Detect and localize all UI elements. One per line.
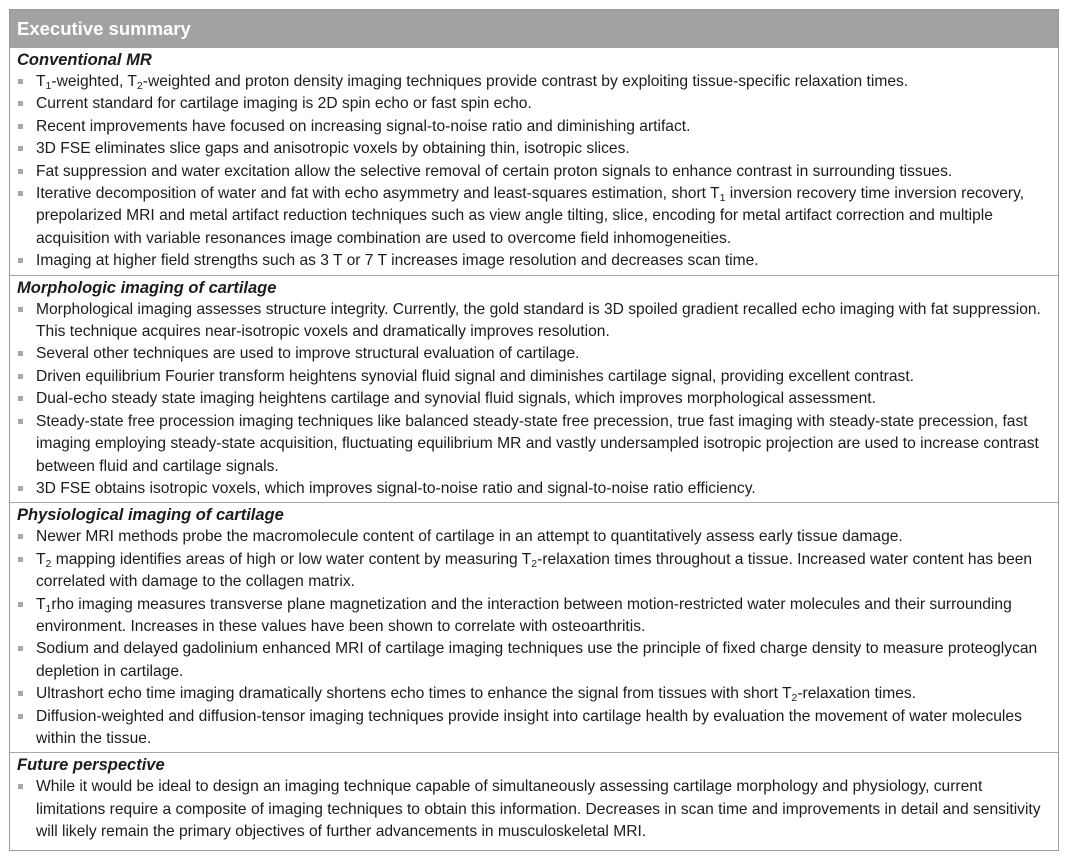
section-title: Physiological imaging of cartilage	[17, 506, 284, 525]
text-run: Diffusion-weighted and diffusion-tensor imaging techniques provide insight into cartilage health by evaluation the movement of water molecules within the tissue.	[36, 707, 1022, 747]
text-run: rho imaging measures transverse plane magnetization and the interaction between motion-restricted water molecules and their surrounding environment. Increases in these values have been shown to correlate with osteoarthritis.	[36, 595, 1012, 635]
section-physiological-imaging-of-cartilage	[10, 502, 1058, 752]
text-run: mapping identifies areas of high or low water content by measuring T	[51, 550, 532, 568]
bullet-item	[17, 343, 1052, 365]
box-header	[10, 10, 1058, 48]
bullet-item	[17, 138, 1052, 160]
section-morphologic-imaging-of-cartilage	[10, 275, 1058, 503]
subscript: 2	[45, 557, 52, 570]
text-run: Fat suppression and water excitation allow the selective removal of certain proton signals to enhance contrast in surrounding tissues.	[36, 162, 953, 180]
text-run: -weighted and proton density imaging techniques provide contrast by exploiting tissue-specific relaxation times.	[142, 73, 909, 90]
bullet-list	[17, 299, 1052, 501]
subscript: 1	[719, 192, 726, 205]
bullet-item	[17, 71, 1052, 93]
section-conventional-mr	[10, 49, 1058, 275]
text-run: T	[36, 595, 46, 613]
text-run: Dual-echo steady state imaging heightens cartilage and synovial fluid signals, which improves morphological assessment.	[36, 390, 876, 408]
text-run: Imaging at higher field strengths such as 3 T or 7 T increases image resolution and decreases scan time.	[36, 252, 759, 270]
bullet-item	[17, 161, 1052, 183]
bullet-item	[17, 549, 1052, 594]
sections-container	[10, 49, 1058, 846]
box-title: Executive summary	[17, 18, 191, 39]
bullet-list	[17, 776, 1052, 843]
text-run: While it would be ideal to design an imaging technique capable of simultaneously assessing cartilage morphology and physiology, current limitations require a composite of imaging techniques to obtain this information. Decreases in scan time and improvements in detail and sensitivity will likely remain the primary objectives of further advancements in musculoskeletal MRI.	[36, 778, 1041, 841]
bullet-item	[17, 299, 1052, 344]
bullet-item	[17, 706, 1052, 751]
subscript: 2	[531, 557, 538, 570]
text-run: Current standard for cartilage imaging is 2D spin echo or fast spin echo.	[36, 95, 532, 113]
text-run: Ultrashort echo time imaging dramatically shortens echo times to enhance the signal from tissues with short T	[36, 685, 792, 703]
text-run: Several other techniques are used to improve structural evaluation of cartilage.	[36, 345, 580, 363]
bullet-item	[17, 776, 1052, 843]
section-future-perspective	[10, 752, 1058, 845]
bullet-item	[17, 366, 1052, 388]
text-run: 3D FSE obtains isotropic voxels, which improves signal-to-noise ratio and signal-to-noise ratio efficiency.	[36, 479, 756, 497]
bullet-item	[17, 116, 1052, 138]
executive-summary-box	[9, 9, 1059, 851]
bullet-list	[17, 526, 1052, 750]
bullet-item	[17, 638, 1052, 683]
section-title: Conventional MR	[17, 51, 152, 69]
bullet-item	[17, 526, 1052, 548]
bullet-list	[17, 71, 1052, 273]
section-title: Future perspective	[17, 756, 165, 775]
bullet-item	[17, 411, 1052, 478]
bullet-item	[17, 683, 1052, 705]
text-run: -weighted, T	[51, 73, 137, 90]
text-run: inversion recovery time inversion recovery, prepolarized MRI and metal artifact reduction techniques such as view angle tilting, slice, encoding for metal artifact correction and multiple acquisition with variable resonances image combination are used to overcome field inhomogeneities.	[36, 185, 1025, 247]
bullet-item	[17, 388, 1052, 410]
text-run: 3D FSE eliminates slice gaps and anisotropic voxels by obtaining thin, isotropic slices.	[36, 140, 630, 158]
section-title: Morphologic imaging of cartilage	[17, 278, 277, 297]
subscript: 2	[136, 80, 143, 92]
subscript: 1	[45, 602, 52, 615]
bullet-item	[17, 183, 1052, 250]
text-run: T	[36, 550, 46, 568]
bullet-item	[17, 594, 1052, 639]
bullet-item	[17, 250, 1052, 272]
text-run: Steady-state free procession imaging techniques like balanced steady-state free precession, true fast imaging with steady-state precession, fast imaging employing steady-state acquisition, fluctuating equilibrium MR and vastly undersampled isotropic projection are used to increase contrast between fluid and cartilage signals.	[36, 412, 1039, 475]
bullet-item	[17, 93, 1052, 115]
text-run: Iterative decomposition of water and fat with echo asymmetry and least-squares estimation, short T	[36, 185, 720, 203]
text-run: T	[36, 73, 46, 90]
bullet-item	[17, 478, 1052, 500]
text-run: -relaxation times throughout a tissue. Increased water content has been correlated with damage to the collagen matrix.	[36, 550, 1033, 591]
text-run: -relaxation times.	[797, 685, 917, 703]
text-run: Morphological imaging assesses structure integrity. Currently, the gold standard is 3D spoiled gradient recalled echo imaging with fat suppression. This technique acquires near-isotropic voxels and dramatically improves resolution.	[36, 300, 1041, 341]
text-run: Recent improvements have focused on increasing signal-to-noise ratio and diminishing artifact.	[36, 117, 691, 135]
subscript: 2	[791, 692, 798, 705]
text-run: Newer MRI methods probe the macromolecule content of cartilage in an attempt to quantitatively assess early tissue damage.	[36, 528, 903, 546]
text-run: Sodium and delayed gadolinium enhanced MRI of cartilage imaging techniques use the principle of fixed charge density to measure proteoglycan depletion in cartilage.	[36, 640, 1038, 680]
subscript: 1	[45, 80, 52, 92]
text-run: Driven equilibrium Fourier transform heightens synovial fluid signal and diminishes cartilage signal, providing excellent contrast.	[36, 367, 915, 385]
